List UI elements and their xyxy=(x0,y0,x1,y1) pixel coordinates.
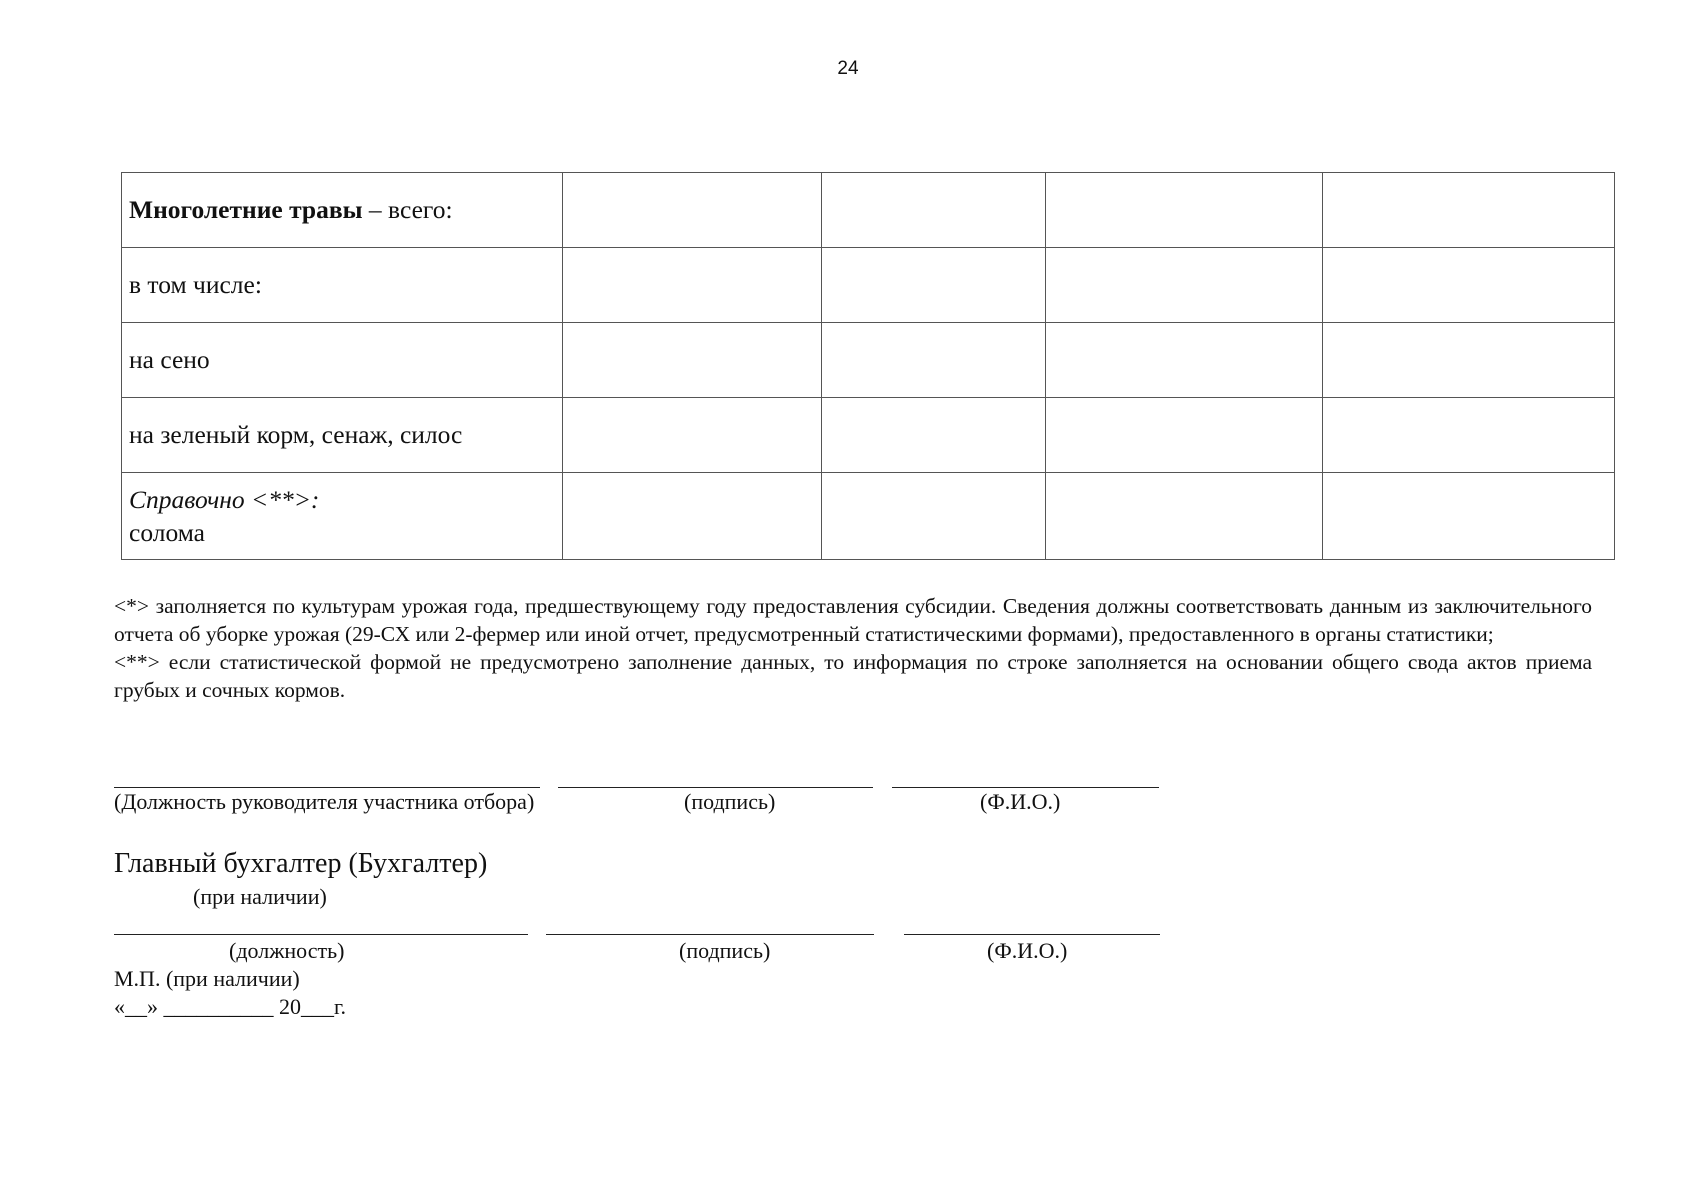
table-cell xyxy=(1046,398,1323,473)
accountant-name-caption: (Ф.И.О.) xyxy=(987,938,1068,963)
table-cell xyxy=(822,323,1046,398)
table-cell xyxy=(563,173,822,248)
date-line: «__» __________ 20___г. xyxy=(114,994,347,1019)
row-label-bold: Многолетние травы xyxy=(129,195,363,225)
table-cell xyxy=(1323,323,1615,398)
table-cell xyxy=(563,248,822,323)
stamp-note: М.П. (при наличии) xyxy=(114,966,300,991)
table-cell xyxy=(563,398,822,473)
row-label-rest: – всего: xyxy=(362,195,453,225)
table-cell xyxy=(1323,473,1615,560)
table-cell xyxy=(1323,398,1615,473)
head-name-caption: (Ф.И.О.) xyxy=(980,789,1061,814)
table-cell xyxy=(1046,248,1323,323)
table-cell xyxy=(563,473,822,560)
name-signature-line xyxy=(892,787,1159,788)
accountant-position-caption: (должность) xyxy=(229,938,345,963)
table-cell xyxy=(1046,473,1323,560)
table-cell xyxy=(1323,248,1615,323)
row-label: на зеленый корм, сенаж, силос xyxy=(122,398,563,473)
row-label: на сено xyxy=(122,323,563,398)
table-cell xyxy=(822,473,1046,560)
signature-line xyxy=(558,787,873,788)
row-label-italic: Справочно <**>: xyxy=(129,484,320,514)
row-label xyxy=(122,173,563,248)
table-cell xyxy=(563,323,822,398)
table-cell xyxy=(822,248,1046,323)
row-label: в том числе: xyxy=(122,248,563,323)
table-row xyxy=(122,173,1615,248)
accountant-name-line xyxy=(904,934,1160,935)
head-position-caption: (Должность руководителя участника отбора) xyxy=(114,789,535,814)
table-cell xyxy=(1046,173,1323,248)
table-row xyxy=(122,473,1615,560)
position-signature-line xyxy=(114,787,540,788)
table-row xyxy=(122,248,1615,323)
accountant-title: Главный бухгалтер (Бухгалтер) xyxy=(114,848,488,879)
footnotes xyxy=(114,592,1592,704)
row-label xyxy=(122,473,563,560)
footnote-1: <*> заполняется по культурам урожая года, предшествующему году предоставления субсидии. Сведения должны соответствовать данным из заключительного отчета об уборке урожая (29-СХ или 2-фермер или иной отчет, предусмотренный статистическими формами), предоставленного в органы статистики; xyxy=(114,594,1592,646)
accountant-signature-line xyxy=(546,934,874,935)
accountant-subtitle: (при наличии) xyxy=(193,884,327,909)
table-row xyxy=(122,398,1615,473)
accountant-signature-caption: (подпись) xyxy=(679,938,771,963)
page-number: 24 xyxy=(837,58,859,79)
crops-table xyxy=(121,172,1615,560)
head-signature-caption: (подпись) xyxy=(684,789,776,814)
row-label-rest: солома xyxy=(129,518,206,547)
accountant-position-line xyxy=(114,934,528,935)
table-cell xyxy=(1323,173,1615,248)
table-cell xyxy=(822,398,1046,473)
table-cell xyxy=(1046,323,1323,398)
footnote-2: <**> если статистической формой не предусмотрено заполнение данных, то информация по строке заполняется на основании общего свода актов приема грубых и сочных кормов. xyxy=(114,650,1592,702)
table-cell xyxy=(822,173,1046,248)
table-row xyxy=(122,323,1615,398)
